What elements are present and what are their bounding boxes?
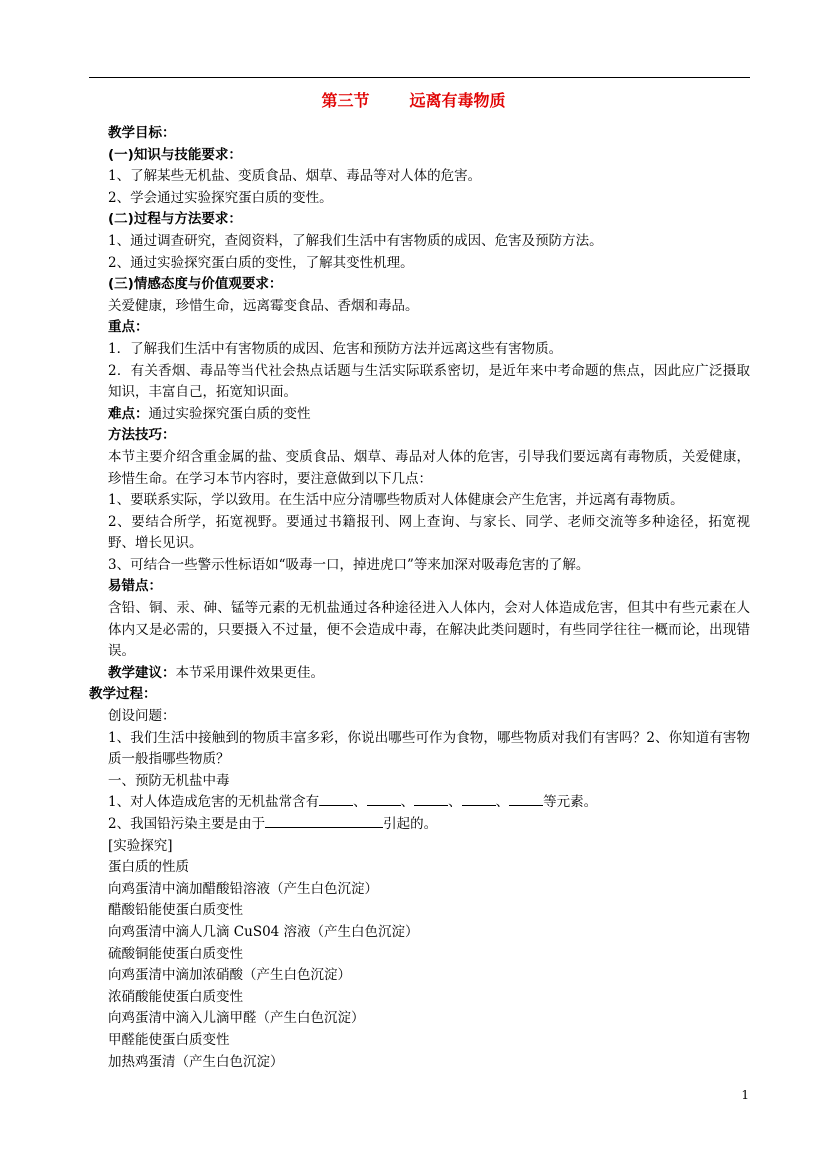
experiment-result-4: 甲醛能使蛋白质变性 [108,1031,230,1048]
key-point-1: 1．了解我们生活中有害物质的成因、危害和预防方法并远离这些有害物质。 [108,340,563,357]
experiment-result-1: 醋酸铅能使蛋白质变性 [108,902,243,919]
experiment-step-1: 向鸡蛋清中滴加醋酸铅溶液（产生白色沉淀） [108,880,378,897]
heading-methods: 方法技巧： [108,427,176,444]
suggestion-line [89,663,750,685]
experiment-step-3: 向鸡蛋清中滴加浓硝酸（产生白色沉淀） [108,967,351,984]
heading-key-points: 重点： [108,319,149,336]
experiment-step-4: 向鸡蛋清中滴入儿滴甲醛（产生白色沉淀） [108,1010,365,1027]
knowledge-item-2: 2、学会通过实验探究蛋白质的变性。 [108,189,333,206]
experiment-step-5: 加热鸡蛋清（产生白色沉淀） [108,1053,284,1070]
create-question-label: 创设问题： [108,708,176,725]
difficulty-text: 通过实验探究蛋白质的变性 [148,405,311,422]
key-point-2: 2．有关香烟、毒品等当代社会热点话题与生活实际联系密切，是近年来中考命题的焦点，因此应广泛摄取知识，丰富自己，拓宽知识面。 [108,362,750,401]
answer-blank[interactable] [265,814,383,828]
experiment-result-3: 浓硝酸能使蛋白质变性 [108,988,243,1005]
methods-intro: 本节主要介绍含重金属的盐、变质食品、烟草、毒品对人体的危害，引导我们要远离有毒物质，关爱健康，珍惜生命。在学习本节内容时，要注意做到以下几点： [108,448,750,487]
answer-blank[interactable] [462,792,496,806]
method-item-3: 3、可结合一些警示性标语如“吸毒一口，掉进虎口”等来加深对吸毒危害的了解。 [108,556,590,573]
difficulty-line [89,404,750,426]
suggestion-text: 本节采用课件效果更佳。 [175,664,324,681]
process-item-2: 2、通过实验探究蛋白质的变性，了解其变性机理。 [108,254,414,271]
experiment-step-2: 向鸡蛋清中滴人几滴 CuS04 溶液（产生白色沉淀） [108,923,419,940]
blank-separator: 、 [448,794,462,811]
experiment-heading: [实验探究] [108,837,173,854]
answer-blank[interactable] [319,792,353,806]
header-rule [89,77,750,78]
question-text: 1、我们生活中接触到的物质丰富多彩，你说出哪些可作为食物，哪些物质对我们有害吗？2、你知道有害物质一般指哪些物质？ [108,729,750,768]
protein-properties: 蛋白质的性质 [108,859,189,876]
heading-teaching-goals: 教学目标： [108,125,176,141]
lesson-body [89,123,750,1073]
method-item-1: 1、要联系实际，学以致用。在生活中应分清哪些物质对人体健康会产生危害，并远离有毒物质。 [108,492,684,509]
blank-separator: 、 [400,794,415,811]
common-errors-text: 含铅、铜、汞、砷、锰等元素的无机盐通过各种途径进入人体内，会对人体造成危害，但其中有些元素在人体内又是必需的，只要摄入不过量，便不会造成中毒，在解决此类问题时，有些同学往往一概而论，出现错误。 [108,600,750,660]
answer-blank[interactable] [367,792,401,806]
experiment-result-2: 硫酸铜能使蛋白质变性 [108,945,243,962]
method-item-2: 2、要结合所学，拓宽视野。要通过书籍报刊、网上查询、与家长、同学、老师交流等多种途径，拓宽视野、增长见识。 [108,513,750,552]
section-inorganic-salt: 一、预防无机盐中毒 [108,772,230,789]
page-number: 1 [741,1088,749,1102]
process-item-1: 1、通过调查研究，查阅资料，了解我们生活中有害物质的成因、危害及预防方法。 [108,232,603,249]
heading-teaching-process: 教学过程： [89,686,157,703]
subheading-attitude: (三)情感态度与价值观要求： [108,276,283,293]
answer-blank[interactable] [414,792,448,806]
blank-separator: 、 [495,794,510,811]
fill-blank-lead [89,814,750,836]
subheading-process: (二)过程与方法要求： [108,211,242,228]
fill-blank-elements [89,792,750,814]
difficulty-label: 难点： [108,405,149,422]
attitude-text: 关爱健康，珍惜生命，远离霉变食品、香烟和毒品。 [108,297,419,314]
blank-separator: 、 [353,794,367,811]
suggestion-label: 教学建议： [108,664,176,681]
fill-blank-lead-text: 2、我国铅污染主要是由于 [108,816,266,832]
page-title [0,90,827,112]
knowledge-item-1: 1、了解某些无机盐、变质食品、烟草、毒品等对人体的危害。 [108,168,482,185]
subheading-knowledge: (一)知识与技能要求： [108,146,242,163]
title-chapter: 第三节 [321,91,370,110]
answer-blank[interactable] [509,792,543,806]
fill-blank-elements-suffix: 等元素。 [543,794,598,811]
title-topic: 远离有毒物质 [409,91,506,110]
heading-common-errors: 易错点： [108,578,162,595]
fill-blank-lead-suffix: 引起的。 [383,816,438,832]
fill-blank-elements-text: 1、对人体造成危害的无机盐常含有 [108,794,320,811]
